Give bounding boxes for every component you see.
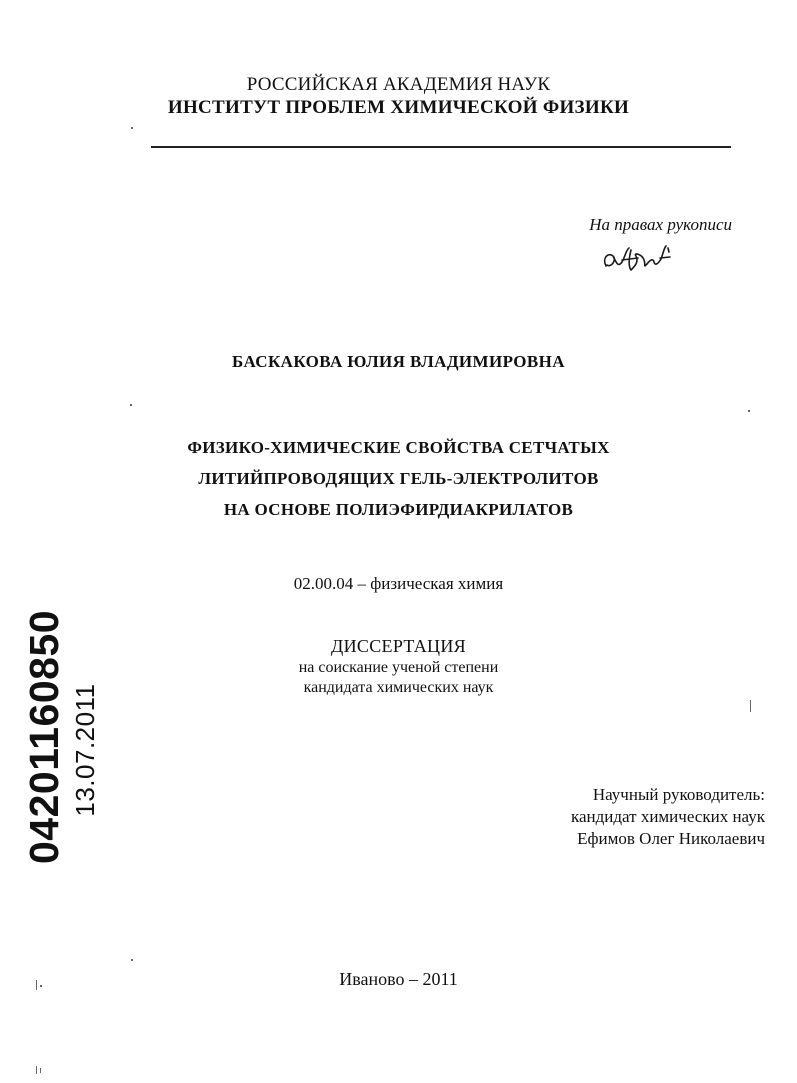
scan-speck (36, 980, 37, 990)
dissertation-title-line: ЛИТИЙПРОВОДЯЩИХ ГЕЛЬ-ЭЛЕКТРОЛИТОВ (198, 469, 599, 488)
manuscript-rights-note: На правах рукописи (589, 215, 732, 234)
document-type: ДИССЕРТАЦИЯ (331, 636, 466, 656)
dissertation-title-line: ФИЗИКО-ХИМИЧЕСКИЕ СВОЙСТВА СЕТЧАТЫХ (187, 438, 610, 457)
specialty-code: 02.00.04 – физическая химия (293, 574, 504, 593)
organization-name: РОССИЙСКАЯ АКАДЕМИЯ НАУК (246, 74, 551, 95)
library-stamp-number: 04201160850 (21, 609, 67, 864)
supervisor-degree: кандидат химических наук (571, 807, 765, 826)
scan-speck (750, 700, 751, 712)
scan-speck (131, 127, 133, 129)
scan-speck (40, 985, 42, 987)
degree-purpose-line: на соискание ученой степени (298, 659, 499, 676)
scan-speck (131, 959, 133, 961)
institute-name: ИНСТИТУТ ПРОБЛЕМ ХИМИЧЕСКОЙ ФИЗИКИ (167, 97, 630, 118)
supervisor-block (430, 784, 765, 850)
header-divider (151, 146, 731, 148)
degree-purpose-line: кандидата химических наук (303, 679, 494, 696)
scan-speck (130, 404, 132, 406)
library-stamp (21, 609, 102, 864)
handwritten-signature (598, 240, 680, 276)
place-and-year: Иваново – 2011 (339, 969, 458, 989)
scan-speck (748, 410, 750, 412)
dissertation-title-line: НА ОСНОВЕ ПОЛИЭФИРДИАКРИЛАТОВ (223, 500, 574, 519)
library-stamp-date: 13.07.2011 (70, 683, 100, 817)
supervisor-name: Ефимов Олег Николаевич (577, 829, 765, 848)
author-name: БАСКАКОВА ЮЛИЯ ВЛАДИМИРОВНА (232, 352, 565, 371)
scan-speck (40, 1068, 41, 1073)
supervisor-label: Научный руководитель: (592, 785, 765, 804)
scan-speck (36, 1066, 37, 1074)
